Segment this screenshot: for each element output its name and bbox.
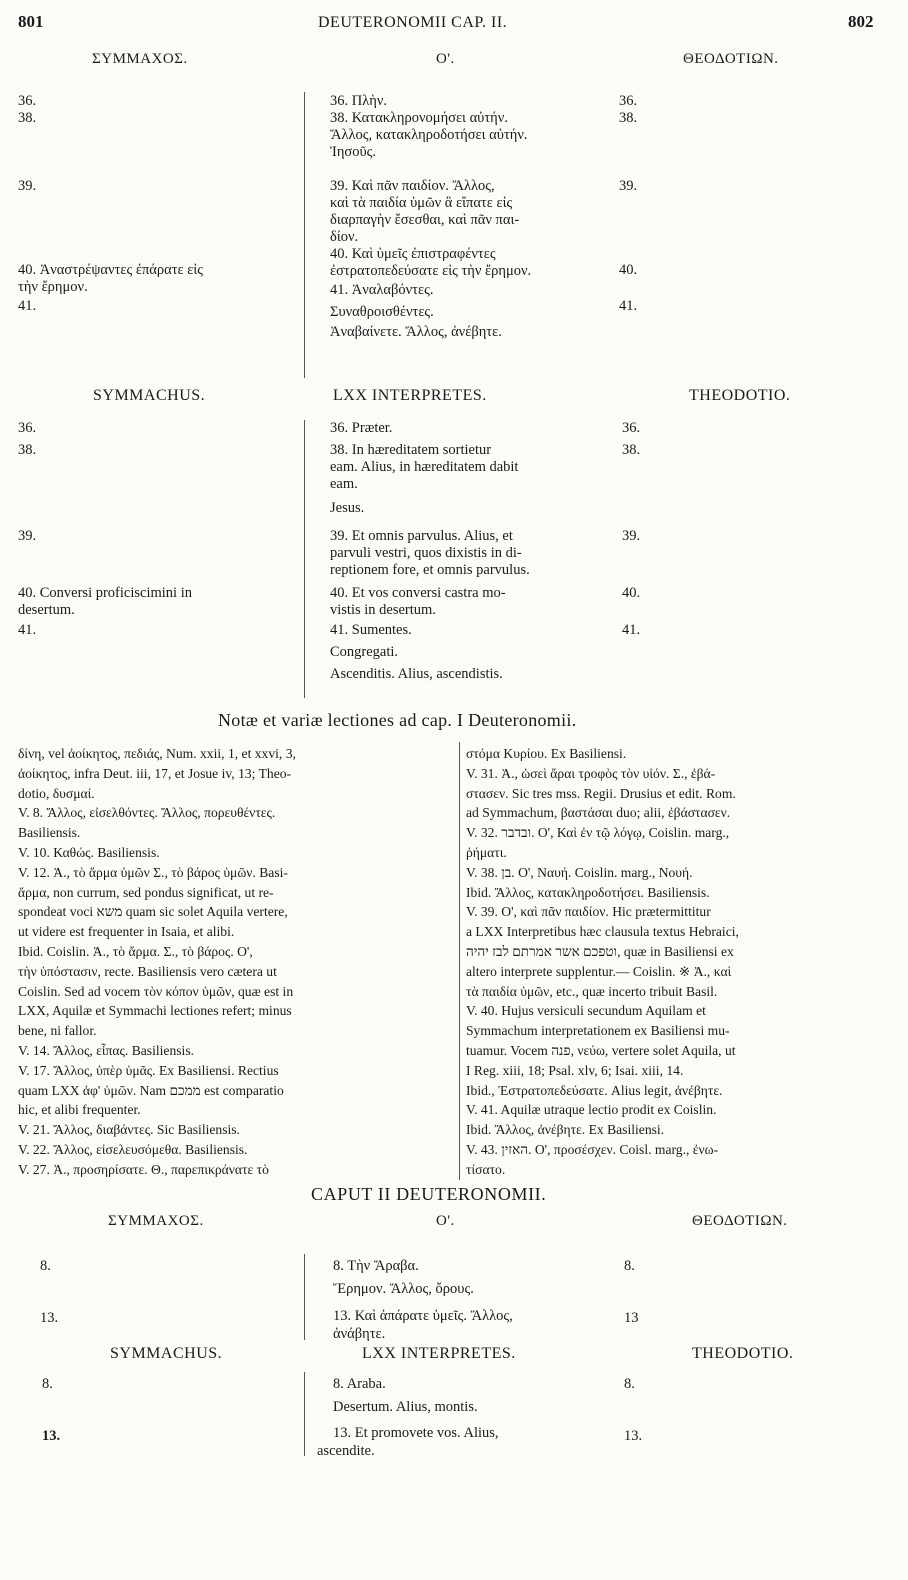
verse-line: 38. Κατακληρονομήσει αὐτήν. <box>330 110 508 126</box>
note-line: hic, et alibi frequenter. <box>18 1102 141 1118</box>
verse-line: 41. Ἀναλαβόντες. <box>330 282 434 298</box>
verse-line: 38. <box>622 442 641 458</box>
note-line: Coislin. Sed ad vocem τὸν κόπον ὑμῶν, quæ est in <box>18 983 294 999</box>
verse-line: καὶ τὰ παιδία ὑμῶν ἃ εἴπατε εἰς <box>330 195 513 211</box>
col-head-symmachus-greek: ΣΥΜΜΑΧΟΣ. <box>92 51 188 67</box>
verse-line: Ἔρημον. Ἄλλος, ὄρους. <box>333 1281 474 1297</box>
verse-line: 40. <box>622 585 641 601</box>
note-line: V. 40. Hujus versiculi secundum Aquilam et <box>466 1003 706 1019</box>
note-line: LXX, Aquilæ et Symmachi lectiones refert; minus <box>18 1003 292 1019</box>
column-rule <box>304 1254 305 1340</box>
col-head-theodotion-latin-2: THEODOTIO. <box>692 1345 794 1362</box>
verse-line: 40. <box>619 262 638 278</box>
verse-line: 13. <box>624 1428 643 1444</box>
verse-line: ascendite. <box>317 1443 375 1459</box>
note-line: τὰ παιδία ὑμῶν, etc., quæ incerto tribuit Basil. <box>466 983 718 999</box>
note-line: V. 12. Ἀ., τὸ ἄρμα ὑμῶν Σ., τὸ βάρος ὑμῶν. Basi- <box>18 864 288 880</box>
verse-line: reptionem fore, et omnis parvulus. <box>330 562 530 578</box>
col-head-lxx-greek-2: O'. <box>436 1213 455 1229</box>
verse-line: 39. <box>18 528 37 544</box>
note-line: tuamur. Vocem פנה, νεύω, vertere solet Aquila, ut <box>466 1042 736 1058</box>
note-line: V. 17. Ἄλλος, ὑπὲρ ὑμᾶς. Ex Basiliensi. Rectius <box>18 1062 279 1078</box>
latin-lxx-column <box>330 420 530 683</box>
note-line: Ibid. Coislin. Ἀ., τὸ ἄρμα. Σ., τὸ βάρος. O', <box>18 943 253 959</box>
note-line: dotio, δυσμαί. <box>18 785 95 801</box>
verse-line: 13. Et promovete vos. Alius, <box>333 1425 499 1441</box>
note-line: ut videre est frequenter in Isaia, et alibi. <box>18 924 235 940</box>
note-line: V. 31. Ἀ., ὡσεὶ ἄραι τροφὸς τὸν υἱόν. Σ., ἐβά- <box>466 765 716 781</box>
verse-line: 39. <box>619 178 638 194</box>
verse-line: 38. In hæreditatem sortietur <box>330 442 492 458</box>
verse-line: 8. <box>42 1376 53 1392</box>
note-line: V. 32. ובדבר. O', Καὶ ἐν τῷ λόγῳ, Coislin. marg., <box>466 825 730 841</box>
note-line: τίσατο. <box>466 1161 506 1177</box>
latin-lxx-column-2 <box>317 1376 499 1460</box>
note-line: V. 21. Ἄλλος, διαβάντες. Sic Basiliensis. <box>18 1122 240 1138</box>
note-line: V. 14. Ἄλλος, εἶπας. Basiliensis. <box>18 1042 195 1058</box>
greek-lxx-column-2 <box>333 1258 513 1343</box>
page-number-right: 802 <box>848 12 874 31</box>
verse-line: 40. Ἀναστρέψαντες ἐπάρατε εἰς <box>18 262 203 278</box>
col-head-symmachus-latin: SYMMACHUS. <box>93 387 206 404</box>
verse-line: 36. Præter. <box>330 420 393 436</box>
note-line: Basiliensis. <box>18 825 81 841</box>
col-head-lxx-greek: O'. <box>436 51 455 67</box>
note-line: δίνη, vel ἀοίκητος, πεδιάς, Num. xxii, 1, et xxvi, 3, <box>18 746 296 761</box>
verse-line: Congregati. <box>330 644 399 660</box>
note-line: V. 43. האזין. O', προσέσχεν. Coisl. marg., ἐνω- <box>466 1141 719 1157</box>
note-line: bene, ni fallor. <box>18 1023 97 1039</box>
verse-line: Ascenditis. Alius, ascendistis. <box>330 666 503 682</box>
note-line: στασεν. Sic tres mss. Regii. Drusius et edit. Rom. <box>466 785 736 801</box>
note-line: ἀοίκητος, infra Deut. iii, 17, et Josue iv, 13; Theo- <box>18 765 292 781</box>
verse-line: Desertum. Alius, montis. <box>333 1399 478 1415</box>
running-title: DEUTERONOMII CAP. II. <box>318 14 508 31</box>
note-line: ἄρμα, non currum, sed pondus significat, ut re- <box>18 884 274 900</box>
verse-line: 13. <box>40 1310 59 1326</box>
latin-theodotion-column-2 <box>624 1376 642 1445</box>
verse-line: 38. <box>18 110 37 126</box>
greek-theodotion-column-2 <box>624 1258 639 1327</box>
col-head-symmachus-greek-2: ΣΥΜΜΑΧΟΣ. <box>108 1213 204 1229</box>
note-line: ad Symmachum, βαστάσαι duo; alii, ἐβάστασεν. <box>466 805 731 821</box>
verse-line: 13. Καὶ ἀπάρατε ὑμεῖς. Ἄλλος, <box>333 1308 513 1324</box>
greek-symmachus-column <box>18 93 203 315</box>
verse-line: Συναθροισθέντες. <box>330 304 434 320</box>
verse-line: Ἄλλος, κατακληροδοτήσει αὐτήν. <box>330 127 528 143</box>
verse-line: vistis in desertum. <box>330 602 436 618</box>
verse-line: 36. <box>622 420 641 436</box>
notes-title: Notæ et variæ lectiones ad cap. I Deuteronomii. <box>218 710 577 730</box>
note-line: V. 41. Aquilæ utraque lectio prodit ex Coislin. <box>466 1102 717 1118</box>
verse-line: 41. <box>619 298 638 314</box>
verse-line: 38. <box>619 110 638 126</box>
verse-line: 40. Καὶ ὑμεῖς ἐπιστραφέντες <box>330 246 496 262</box>
verse-line: Ἰησοῦς. <box>330 144 377 160</box>
verse-line: eam. Alius, in hæreditatem dabit <box>330 459 519 475</box>
note-line: spondeat voci משא quam sic solet Aquila vertere, <box>18 904 288 920</box>
verse-line: 8. <box>624 1376 635 1392</box>
verse-line: parvuli vestri, quos dixistis in di- <box>330 545 522 561</box>
note-line: Ibid. Ἄλλος, ἀνέβητε. Ex Basiliensi. <box>466 1122 665 1138</box>
col-head-theodotion-greek-2: ΘΕΟΔΟΤΙΩΝ. <box>692 1213 788 1229</box>
col-head-lxx-latin-2: LXX INTERPRETES. <box>362 1345 516 1362</box>
notes-left-column <box>18 744 296 1180</box>
verse-line: 39. <box>622 528 641 544</box>
col-head-lxx-latin: LXX INTERPRETES. <box>333 387 487 404</box>
verse-line: δίον. <box>330 229 359 245</box>
verse-line: 36. Πλὴν. <box>330 93 388 109</box>
note-line: V. 8. Ἄλλος, εἰσελθόντες. Ἄλλος, πορευθέντες. <box>18 805 276 821</box>
verse-line: ἀνάβητε. <box>333 1326 386 1342</box>
verse-line: 8. <box>40 1258 51 1274</box>
col-head-theodotion-greek: ΘΕΟΔΟΤΙΩΝ. <box>683 51 779 67</box>
verse-line: eam. <box>330 476 358 492</box>
note-line: ῥήματι. <box>466 844 507 860</box>
col-head-symmachus-latin-2: SYMMACHUS. <box>110 1345 223 1362</box>
column-rule <box>304 1372 305 1456</box>
verse-line: 40. Conversi proficiscimini in <box>18 585 192 601</box>
verse-line: 8. Τὴν Ἄραβα. <box>333 1258 419 1274</box>
note-line: Symmachum interpretationem ex Basiliensi mu- <box>466 1023 730 1039</box>
note-line: V. 10. Καθώς. Basiliensis. <box>18 844 160 860</box>
greek-theodotion-column <box>619 93 637 315</box>
verse-line: 40. Et vos conversi castra mo- <box>330 585 506 601</box>
column-rule <box>459 742 460 1180</box>
note-line: I Reg. xiii, 18; Psal. xlv, 6; Isai. xiii, 14. <box>466 1062 684 1078</box>
verse-line: 41. <box>18 622 37 638</box>
verse-line: 13. <box>42 1428 61 1444</box>
note-line: Ibid. Ἄλλος, κατακληροδοτήσει. Basiliensis. <box>466 884 710 900</box>
greek-symmachus-column-2 <box>40 1258 58 1327</box>
latin-symmachus-column <box>18 420 192 639</box>
note-line: V. 27. Ἀ., προσηρίσατε. Θ., παρεπικράνατε τὸ <box>18 1161 269 1177</box>
verse-line: διαρπαγὴν ἔσεσθαι, καὶ πᾶν παι- <box>330 212 520 228</box>
latin-theodotion-column <box>622 420 640 639</box>
note-line: quam LXX ἀφ' ὑμῶν. Nam ממכם est comparatio <box>18 1082 284 1098</box>
column-rule <box>304 92 305 378</box>
verse-line: 39. <box>18 178 37 194</box>
note-line: τὴν ὑπόστασιν, recte. Basiliensis vero cætera ut <box>18 963 277 979</box>
caput-title: CAPUT II DEUTERONOMII. <box>311 1184 547 1204</box>
note-line: V. 22. Ἄλλος, εἰσελευσόμεθα. Basiliensis. <box>18 1141 248 1157</box>
verse-line: 36. <box>18 420 37 436</box>
note-line: a LXX Interpretibus hæc clausula textus Hebraici, <box>466 924 739 940</box>
latin-symmachus-column-2 <box>42 1376 60 1445</box>
page-number-left: 801 <box>18 12 44 31</box>
verse-line: 36. <box>18 93 37 109</box>
verse-line: 41. Sumentes. <box>330 622 412 638</box>
note-line: στόμα Κυρίου. Ex Basiliensi. <box>466 746 627 761</box>
note-line: וטפכם אשר אמרתם לבז יהיה, quæ in Basiliensi ex <box>466 943 734 959</box>
verse-line: desertum. <box>18 602 75 618</box>
column-rule <box>304 420 305 698</box>
verse-line: 38. <box>18 442 37 458</box>
notes-right-column <box>466 744 739 1180</box>
note-line: V. 38. בן. O', Ναυή. Coislin. marg., Νουή. <box>466 864 693 880</box>
col-head-theodotion-latin: THEODOTIO. <box>689 387 791 404</box>
verse-line: 41. <box>18 298 37 314</box>
verse-line: 8. Araba. <box>333 1376 386 1392</box>
verse-line: 41. <box>622 622 641 638</box>
verse-line: 36. <box>619 93 638 109</box>
verse-line: 13 <box>624 1310 639 1326</box>
verse-line: 39. Καὶ πᾶν παιδίον. Ἄλλος, <box>330 178 495 194</box>
verse-line: 39. Et omnis parvulus. Alius, et <box>330 528 513 544</box>
verse-line: Ἀναβαίνετε. Ἄλλος, ἀνέβητε. <box>330 324 502 340</box>
note-line: altero interprete supplentur.— Coislin. ※ Ἀ., καὶ <box>466 963 732 979</box>
verse-line: τὴν ἔρημον. <box>18 279 88 295</box>
verse-line: Jesus. <box>330 500 365 516</box>
note-line: V. 39. O', καὶ πᾶν παιδίον. Hic prætermittitur <box>466 904 711 920</box>
note-line: Ibid., Ἐστρατοπεδεύσατε. Alius legit, ἀνέβητε. <box>466 1082 723 1098</box>
verse-line: 8. <box>624 1258 635 1274</box>
verse-line: ἐστρατοπεδεύσατε εἰς τὴν ἔρημον. <box>330 263 532 279</box>
greek-lxx-column <box>330 93 531 341</box>
